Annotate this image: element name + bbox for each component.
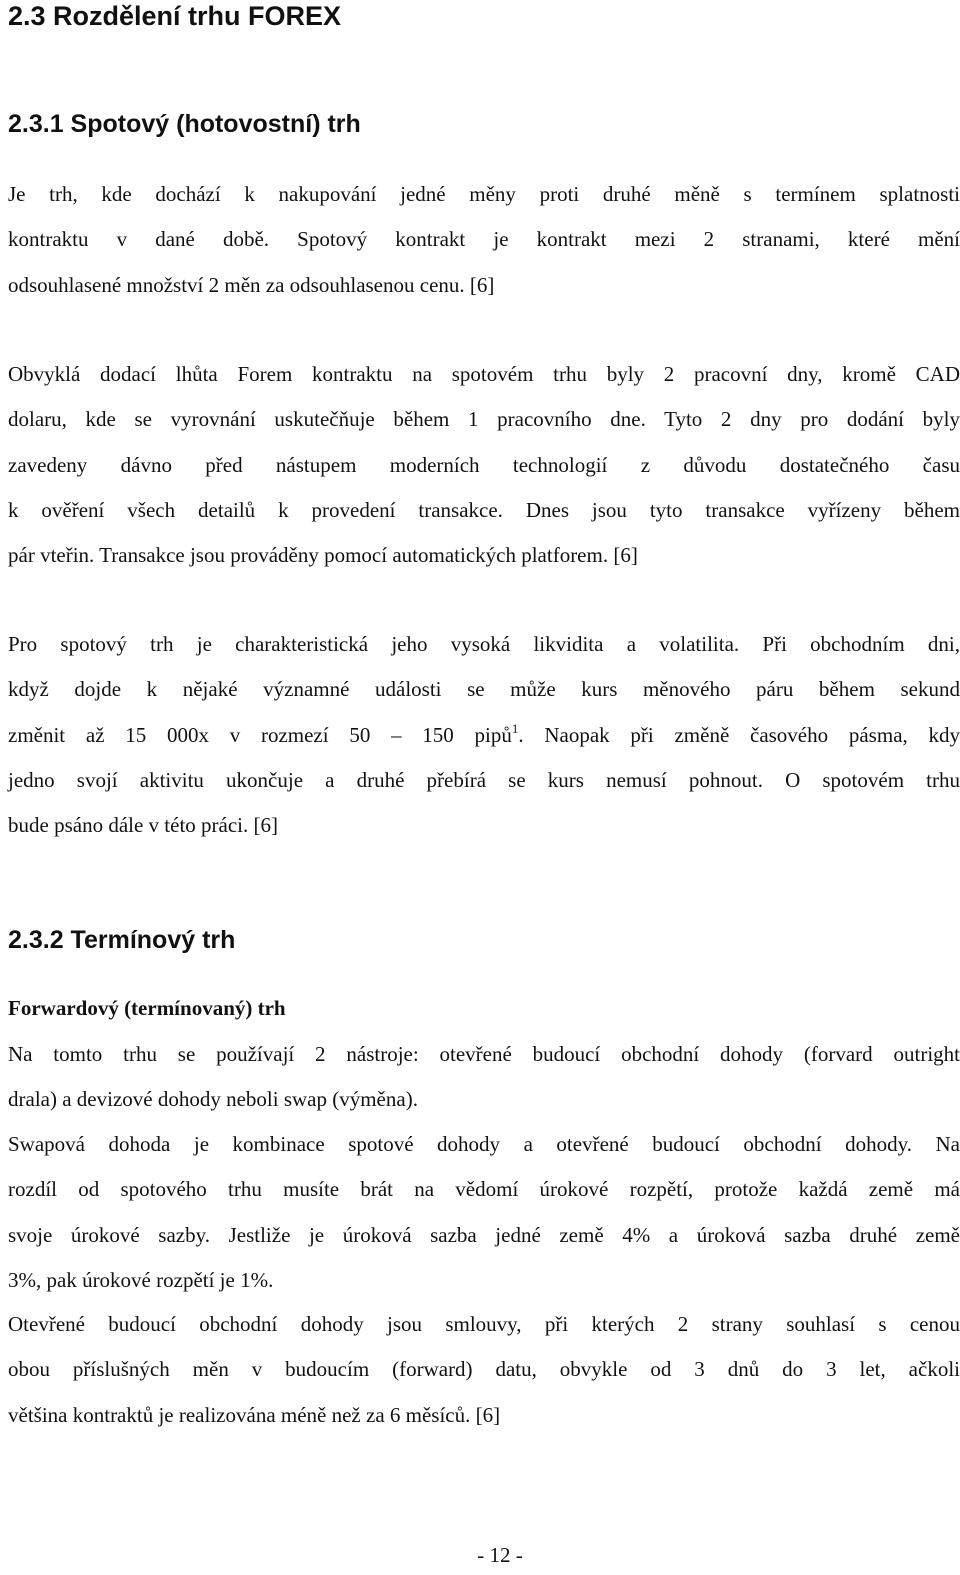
text-line: k ověření všech detailů k provedení transakce. Dnes jsou tyto transakce vyřízeny během xyxy=(8,497,960,522)
text-line: zavedeny dávno před nástupem moderních technologií z důvodu dostatečného času xyxy=(8,452,960,477)
text-line: dolaru, kde se vyrovnání uskutečňuje během 1 pracovního dne. Tyto 2 dny pro dodání byly xyxy=(8,407,960,432)
text-fragment: změnit až 15 000x v rozmezí 50 xyxy=(8,722,392,747)
text-line: většina kontraktů je realizována méně než za 6 měsíců. [6] xyxy=(8,1402,501,1427)
text-line: Na tomto trhu se používají 2 nástroje: otevřené budoucí obchodní dohody (forvard outright xyxy=(8,1042,960,1066)
text-line: kontraktu v dané době. Spotový kontrakt je kontrakt mezi 2 stranami, které mění xyxy=(8,227,960,252)
text-line: obou příslušných měn v budoucím (forward) datu, obvykle od 3 dnů do 3 let, ačkoli xyxy=(8,1357,960,1382)
text-line: Je trh, kde dochází k nakupování jedné měny proti druhé měně s termínem splatnosti xyxy=(8,182,960,206)
text-line: drala) a devizové dohody neboli swap (výměna). xyxy=(8,1087,418,1112)
text-line: Obvyklá dodací lhůta Forem kontraktu na spotovém trhu byly 2 pracovní dny, kromě CAD xyxy=(8,362,960,386)
text-line: Swapová dohoda je kombinace spotové dohody a otevřené budoucí obchodní dohody. Na xyxy=(8,1132,960,1156)
text-fragment: 150 pipů xyxy=(401,722,512,747)
text-line: odsouhlasené množství 2 měn za odsouhlasenou cenu. [6] xyxy=(8,272,495,297)
subheading-forward: Forwardový (termínovaný) trh xyxy=(8,996,286,1020)
paragraph-instruments xyxy=(8,1032,960,1123)
subsection-title-forward-market: 2.3.2 Termínový trh xyxy=(8,926,236,954)
text-line-with-footnote xyxy=(8,713,960,758)
text-line: jedno svojí aktivitu ukončuje a druhé přebírá se kurs nemusí pohnout. O spotovém trhu xyxy=(8,767,960,792)
paragraph-liquidity xyxy=(8,622,960,848)
text-line: 3%, pak úrokové rozpětí je 1%. xyxy=(8,1267,274,1292)
paragraph-delivery-period xyxy=(8,352,960,578)
text-line: Pro spotový trh je charakteristická jeho vysoká likvidita a volatilita. Při obchodním dni, xyxy=(8,632,960,656)
text-line: svoje úrokové sazby. Jestliže je úroková sazba jedné země 4% a úroková sazba druhé země xyxy=(8,1222,960,1247)
text-fragment: . Naopak při změně časového pásma, kdy xyxy=(518,722,960,747)
text-line: Otevřené budoucí obchodní dohody jsou smlouvy, při kterých 2 strany souhlasí s cenou xyxy=(8,1312,960,1336)
text-line: pár vteřin. Transakce jsou prováděny pomocí automatických platforem. [6] xyxy=(8,543,638,568)
section-title: 2.3 Rozdělení trhu FOREX xyxy=(8,1,342,31)
text-line: bude psáno dále v této práci. [6] xyxy=(8,813,278,838)
paragraph-forward-contracts xyxy=(8,1302,960,1438)
paragraph-spot-definition xyxy=(8,172,960,308)
page-number: - 12 - xyxy=(477,1543,523,1567)
range-dash: – xyxy=(391,722,402,747)
footnote-marker: 1 xyxy=(511,720,519,736)
paragraph-swap xyxy=(8,1122,960,1303)
subsection-title-spot: 2.3.1 Spotový (hotovostní) trh xyxy=(8,110,361,138)
text-line: rozdíl od spotového trhu musíte brát na vědomí úrokové rozpětí, protože každá země má xyxy=(8,1177,960,1202)
text-line: když dojde k nějaké významné události se může kurs měnového páru během sekund xyxy=(8,677,960,702)
